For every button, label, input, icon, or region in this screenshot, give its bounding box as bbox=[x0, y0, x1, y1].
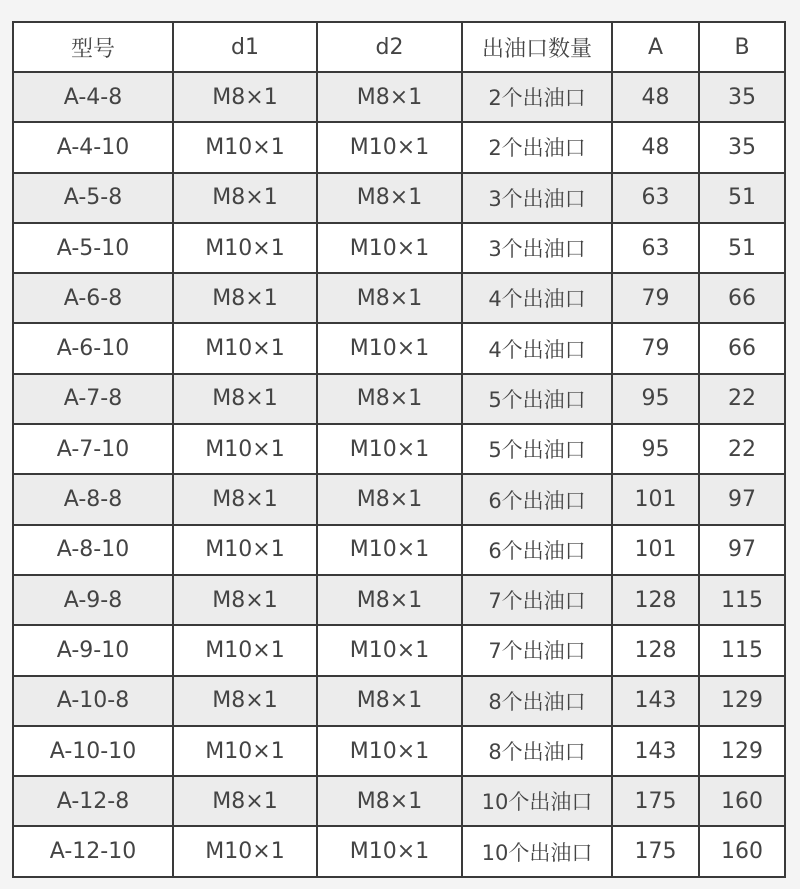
cell-model: A-10-8 bbox=[13, 676, 173, 726]
table-row bbox=[13, 374, 785, 424]
cell-a: 95 bbox=[612, 424, 699, 474]
cell-outlet-count: 10个出油口 bbox=[462, 776, 612, 826]
table-row bbox=[13, 223, 785, 273]
cell-model: A-7-10 bbox=[13, 424, 173, 474]
cell-a: 48 bbox=[612, 72, 699, 122]
table-row bbox=[13, 776, 785, 826]
cell-b: 129 bbox=[699, 676, 785, 726]
cell-d2: M8×1 bbox=[317, 676, 462, 726]
cell-model: A-5-10 bbox=[13, 223, 173, 273]
cell-d1: M10×1 bbox=[173, 122, 317, 172]
cell-model: A-10-10 bbox=[13, 726, 173, 776]
cell-outlet-count: 7个出油口 bbox=[462, 625, 612, 675]
cell-d2: M8×1 bbox=[317, 72, 462, 122]
header-a: A bbox=[612, 22, 699, 72]
cell-d1: M10×1 bbox=[173, 323, 317, 373]
spec-table bbox=[12, 21, 786, 878]
cell-b: 35 bbox=[699, 122, 785, 172]
cell-d1: M8×1 bbox=[173, 374, 317, 424]
cell-a: 101 bbox=[612, 474, 699, 524]
cell-b: 51 bbox=[699, 223, 785, 273]
cell-outlet-count: 2个出油口 bbox=[462, 72, 612, 122]
cell-d1: M8×1 bbox=[173, 173, 317, 223]
cell-b: 35 bbox=[699, 72, 785, 122]
table-row bbox=[13, 676, 785, 726]
cell-d2: M8×1 bbox=[317, 273, 462, 323]
cell-b: 97 bbox=[699, 474, 785, 524]
table-header bbox=[13, 22, 785, 72]
cell-outlet-count: 10个出油口 bbox=[462, 826, 612, 876]
cell-d1: M8×1 bbox=[173, 676, 317, 726]
cell-d1: M8×1 bbox=[173, 776, 317, 826]
cell-outlet-count: 8个出油口 bbox=[462, 726, 612, 776]
cell-model: A-12-8 bbox=[13, 776, 173, 826]
table-row bbox=[13, 323, 785, 373]
cell-d2: M10×1 bbox=[317, 826, 462, 876]
cell-a: 95 bbox=[612, 374, 699, 424]
cell-model: A-6-10 bbox=[13, 323, 173, 373]
table-row bbox=[13, 173, 785, 223]
cell-b: 97 bbox=[699, 525, 785, 575]
header-outlet-count: 出油口数量 bbox=[462, 22, 612, 72]
cell-a: 128 bbox=[612, 625, 699, 675]
cell-model: A-9-8 bbox=[13, 575, 173, 625]
cell-d1: M10×1 bbox=[173, 424, 317, 474]
table-row bbox=[13, 575, 785, 625]
cell-b: 66 bbox=[699, 323, 785, 373]
cell-d1: M8×1 bbox=[173, 575, 317, 625]
cell-b: 22 bbox=[699, 374, 785, 424]
cell-d2: M10×1 bbox=[317, 424, 462, 474]
cell-d2: M8×1 bbox=[317, 474, 462, 524]
table-row bbox=[13, 424, 785, 474]
cell-b: 22 bbox=[699, 424, 785, 474]
cell-a: 79 bbox=[612, 273, 699, 323]
cell-outlet-count: 3个出油口 bbox=[462, 223, 612, 273]
table-row bbox=[13, 474, 785, 524]
cell-model: A-8-10 bbox=[13, 525, 173, 575]
cell-b: 129 bbox=[699, 726, 785, 776]
cell-outlet-count: 5个出油口 bbox=[462, 374, 612, 424]
cell-model: A-4-8 bbox=[13, 72, 173, 122]
table-row bbox=[13, 826, 785, 876]
cell-a: 175 bbox=[612, 776, 699, 826]
cell-d1: M8×1 bbox=[173, 273, 317, 323]
cell-a: 128 bbox=[612, 575, 699, 625]
cell-outlet-count: 7个出油口 bbox=[462, 575, 612, 625]
cell-d2: M8×1 bbox=[317, 776, 462, 826]
cell-model: A-9-10 bbox=[13, 625, 173, 675]
cell-a: 143 bbox=[612, 726, 699, 776]
cell-d1: M8×1 bbox=[173, 474, 317, 524]
cell-model: A-5-8 bbox=[13, 173, 173, 223]
cell-outlet-count: 4个出油口 bbox=[462, 323, 612, 373]
cell-a: 143 bbox=[612, 676, 699, 726]
cell-model: A-12-10 bbox=[13, 826, 173, 876]
cell-a: 101 bbox=[612, 525, 699, 575]
cell-b: 51 bbox=[699, 173, 785, 223]
cell-b: 160 bbox=[699, 826, 785, 876]
cell-outlet-count: 4个出油口 bbox=[462, 273, 612, 323]
cell-outlet-count: 3个出油口 bbox=[462, 173, 612, 223]
cell-outlet-count: 2个出油口 bbox=[462, 122, 612, 172]
cell-a: 63 bbox=[612, 223, 699, 273]
table-row bbox=[13, 273, 785, 323]
cell-d1: M10×1 bbox=[173, 525, 317, 575]
table-row bbox=[13, 625, 785, 675]
header-b: B bbox=[699, 22, 785, 72]
cell-d2: M10×1 bbox=[317, 625, 462, 675]
cell-d2: M10×1 bbox=[317, 223, 462, 273]
table-row bbox=[13, 726, 785, 776]
cell-d1: M10×1 bbox=[173, 826, 317, 876]
table-row bbox=[13, 72, 785, 122]
table-row bbox=[13, 525, 785, 575]
cell-d2: M10×1 bbox=[317, 525, 462, 575]
cell-d2: M10×1 bbox=[317, 122, 462, 172]
cell-d2: M8×1 bbox=[317, 575, 462, 625]
cell-b: 160 bbox=[699, 776, 785, 826]
cell-outlet-count: 6个出油口 bbox=[462, 525, 612, 575]
cell-d1: M8×1 bbox=[173, 72, 317, 122]
cell-b: 115 bbox=[699, 625, 785, 675]
cell-outlet-count: 5个出油口 bbox=[462, 424, 612, 474]
cell-outlet-count: 8个出油口 bbox=[462, 676, 612, 726]
cell-model: A-6-8 bbox=[13, 273, 173, 323]
cell-b: 115 bbox=[699, 575, 785, 625]
cell-d1: M10×1 bbox=[173, 223, 317, 273]
cell-d2: M10×1 bbox=[317, 323, 462, 373]
cell-model: A-7-8 bbox=[13, 374, 173, 424]
cell-a: 175 bbox=[612, 826, 699, 876]
header-d2: d2 bbox=[317, 22, 462, 72]
header-model: 型号 bbox=[13, 22, 173, 72]
table-body bbox=[13, 72, 785, 877]
header-d1: d1 bbox=[173, 22, 317, 72]
table-row bbox=[13, 122, 785, 172]
cell-d2: M8×1 bbox=[317, 173, 462, 223]
cell-a: 48 bbox=[612, 122, 699, 172]
cell-model: A-8-8 bbox=[13, 474, 173, 524]
cell-a: 63 bbox=[612, 173, 699, 223]
cell-d1: M10×1 bbox=[173, 726, 317, 776]
cell-model: A-4-10 bbox=[13, 122, 173, 172]
cell-a: 79 bbox=[612, 323, 699, 373]
cell-d1: M10×1 bbox=[173, 625, 317, 675]
cell-outlet-count: 6个出油口 bbox=[462, 474, 612, 524]
cell-d2: M10×1 bbox=[317, 726, 462, 776]
header-row bbox=[13, 22, 785, 72]
cell-d2: M8×1 bbox=[317, 374, 462, 424]
cell-b: 66 bbox=[699, 273, 785, 323]
